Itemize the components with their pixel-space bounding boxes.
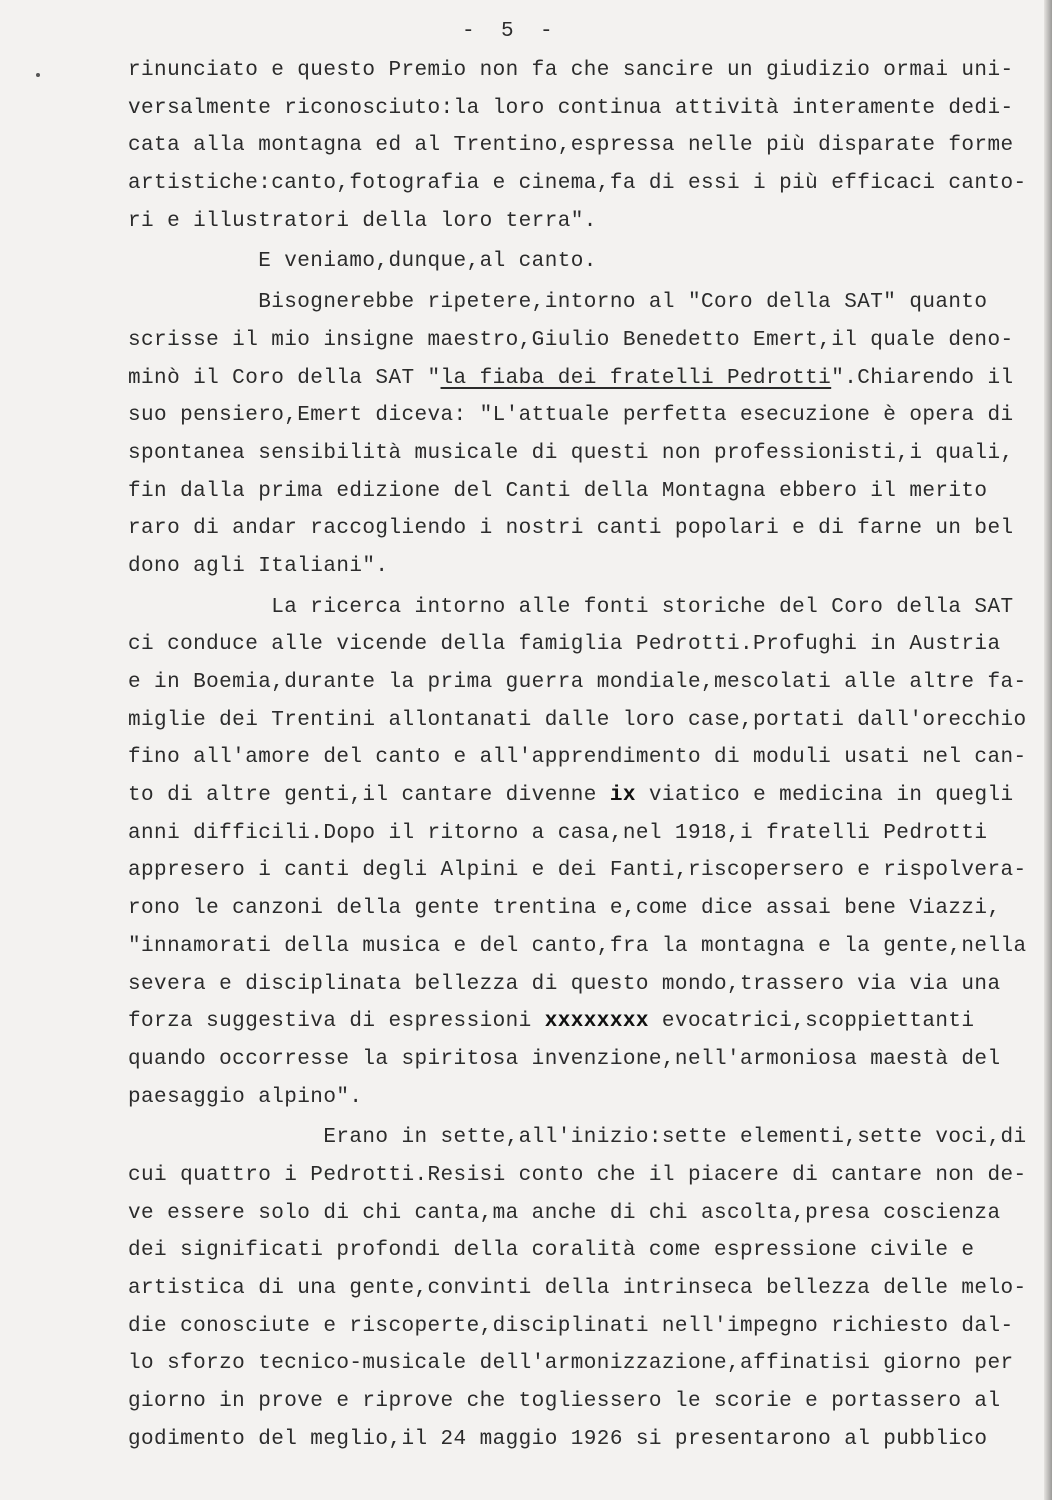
text-segment: forza suggestiva di espressioni [128, 1010, 545, 1034]
text-segment: quando occorresse la spiritosa invenzione,nell'armoniosa maestà del [128, 1047, 1001, 1071]
text-line [128, 360, 1043, 398]
text-segment: severa e disciplinata bellezza di questo mondo,trassero via via una [128, 972, 1001, 996]
text-line [128, 435, 1043, 473]
text-line [128, 284, 1043, 322]
text-line [128, 165, 1043, 203]
text-line [128, 1041, 1043, 1079]
text-line [128, 1270, 1043, 1308]
text-line [128, 397, 1043, 435]
text-segment: ci conduce alle vicende della famiglia Pedrotti.Profughi in Austria [128, 633, 1001, 657]
text-segment: E veniamo,dunque,al canto. [128, 250, 597, 274]
text-line [128, 815, 1043, 853]
text-line [128, 127, 1043, 165]
text-segment: to di altre genti,il cantare divenne [128, 784, 610, 808]
text-segment: dei significati profondi della coralità come espressione civile e [128, 1239, 975, 1263]
text-segment: fin dalla prima edizione del Canti della Montagna ebbero il merito [128, 479, 988, 503]
text-segment: miglie dei Trentini allontanati dalle loro case,portati dall'orecchio [128, 708, 1027, 732]
text-segment: fino all'amore del canto e all'apprendimento di moduli usati nel can- [128, 746, 1027, 770]
text-segment: Bisognerebbe ripetere,intorno al "Coro della SAT" quanto [128, 291, 988, 315]
text-line [128, 243, 1043, 281]
text-line [128, 1345, 1043, 1383]
text-line [128, 1079, 1043, 1117]
text-segment: anni difficili.Dopo il ritorno a casa,nel 1918,i fratelli Pedrotti [128, 821, 988, 845]
text-segment: e in Boemia,durante la prima guerra mondiale,mescolati alle altre fa- [128, 671, 1027, 694]
text-segment: versalmente riconosciuto:la loro continua attività interamente dedi- [128, 96, 1014, 120]
text-segment: La ricerca intorno alle fonti storiche del Coro della SAT [128, 595, 1014, 619]
text-segment: rinunciato e questo Premio non fa che sancire un giudizio ormai uni- [128, 59, 1014, 82]
page-number: - 5 - [462, 20, 554, 43]
text-line [128, 1232, 1043, 1270]
text-segment: dono agli Italiani". [128, 554, 389, 578]
text-line [128, 890, 1043, 928]
text-line [128, 777, 1043, 815]
text-line [128, 928, 1043, 966]
text-line [128, 1157, 1043, 1195]
text-line [128, 589, 1043, 627]
text-segment: cata alla montagna ed al Trentino,espressa nelle più disparate forme [128, 134, 1014, 158]
text-line [128, 90, 1043, 128]
text-segment: appresero i canti degli Alpini e dei Fanti,riscopersero e rispolvera- [128, 859, 1027, 883]
text-segment: suo pensiero,Emert diceva: "L'attuale perfetta esecuzione è opera di [128, 404, 1014, 428]
scan-edge-shadow [1044, 0, 1052, 1500]
text-segment: rono le canzoni della gente trentina e,come dice assai bene Viazzi, [128, 897, 1001, 921]
text-segment: lo sforzo tecnico-musicale dell'armonizzazione,affinatisi giorno per [128, 1352, 1014, 1376]
text-line [128, 664, 1043, 702]
text-line [128, 1383, 1043, 1421]
text-segment: artistica di una gente,convinti della intrinseca bellezza delle melo- [128, 1277, 1027, 1300]
text-segment: evocatrici,scoppiettanti [648, 1010, 975, 1034]
struck-over-text: ix [609, 784, 636, 808]
text-line [128, 473, 1043, 511]
text-segment: minò il Coro della SAT " [128, 366, 441, 390]
text-segment: spontanea sensibilità musicale di questi non professionisti,i quali, [128, 441, 1014, 465]
text-line [128, 52, 1043, 90]
text-line [128, 510, 1043, 548]
text-segment: ".Chiarendo il [831, 366, 1014, 390]
typewritten-text-body [128, 52, 1043, 1458]
text-segment: paesaggio alpino". [128, 1085, 363, 1109]
text-segment: viatico e medicina in quegli [635, 784, 1014, 808]
text-segment: raro di andar raccogliendo i nostri canti popolari e di farne un bel [128, 517, 1014, 541]
text-line [128, 1421, 1043, 1459]
text-line [128, 322, 1043, 360]
margin-dot-mark [36, 73, 40, 77]
text-line [128, 1119, 1043, 1157]
text-segment: artistiche:canto,fotografia e cinema,fa di essi i più efficaci canto- [128, 172, 1027, 196]
text-line [128, 1308, 1043, 1346]
text-line [128, 1195, 1043, 1233]
text-line [128, 702, 1043, 740]
text-line [128, 1003, 1043, 1041]
text-segment: godimento del meglio,il 24 maggio 1926 si presentarono al pubblico [128, 1427, 988, 1451]
text-segment: ri e illustratori della loro terra". [128, 209, 597, 233]
text-segment: die conosciute e riscoperte,disciplinati nell'impegno richiesto dal- [128, 1314, 1014, 1338]
text-line [128, 966, 1043, 1004]
text-line [128, 852, 1043, 890]
text-line [128, 203, 1043, 241]
underlined-text: la fiaba dei fratelli Pedrotti [440, 366, 832, 390]
text-line [128, 739, 1043, 777]
text-segment: ve essere solo di chi canta,ma anche di chi ascolta,presa coscienza [128, 1201, 1001, 1225]
text-segment: cui quattro i Pedrotti.Resisi conto che il piacere di cantare non de- [128, 1163, 1027, 1187]
text-segment: "innamorati della musica e del canto,fra la montagna e la gente,nella [128, 934, 1027, 958]
text-segment: scrisse il mio insigne maestro,Giulio Benedetto Emert,il quale deno- [128, 328, 1014, 352]
text-line [128, 548, 1043, 586]
text-segment: giorno in prove e riprove che togliessero le scorie e portassero al [128, 1390, 1001, 1414]
struck-over-text: xxxxxxxx [544, 1010, 649, 1034]
text-line [128, 626, 1043, 664]
text-segment: Erano in sette,all'inizio:sette elementi,sette voci,di [128, 1126, 1027, 1150]
